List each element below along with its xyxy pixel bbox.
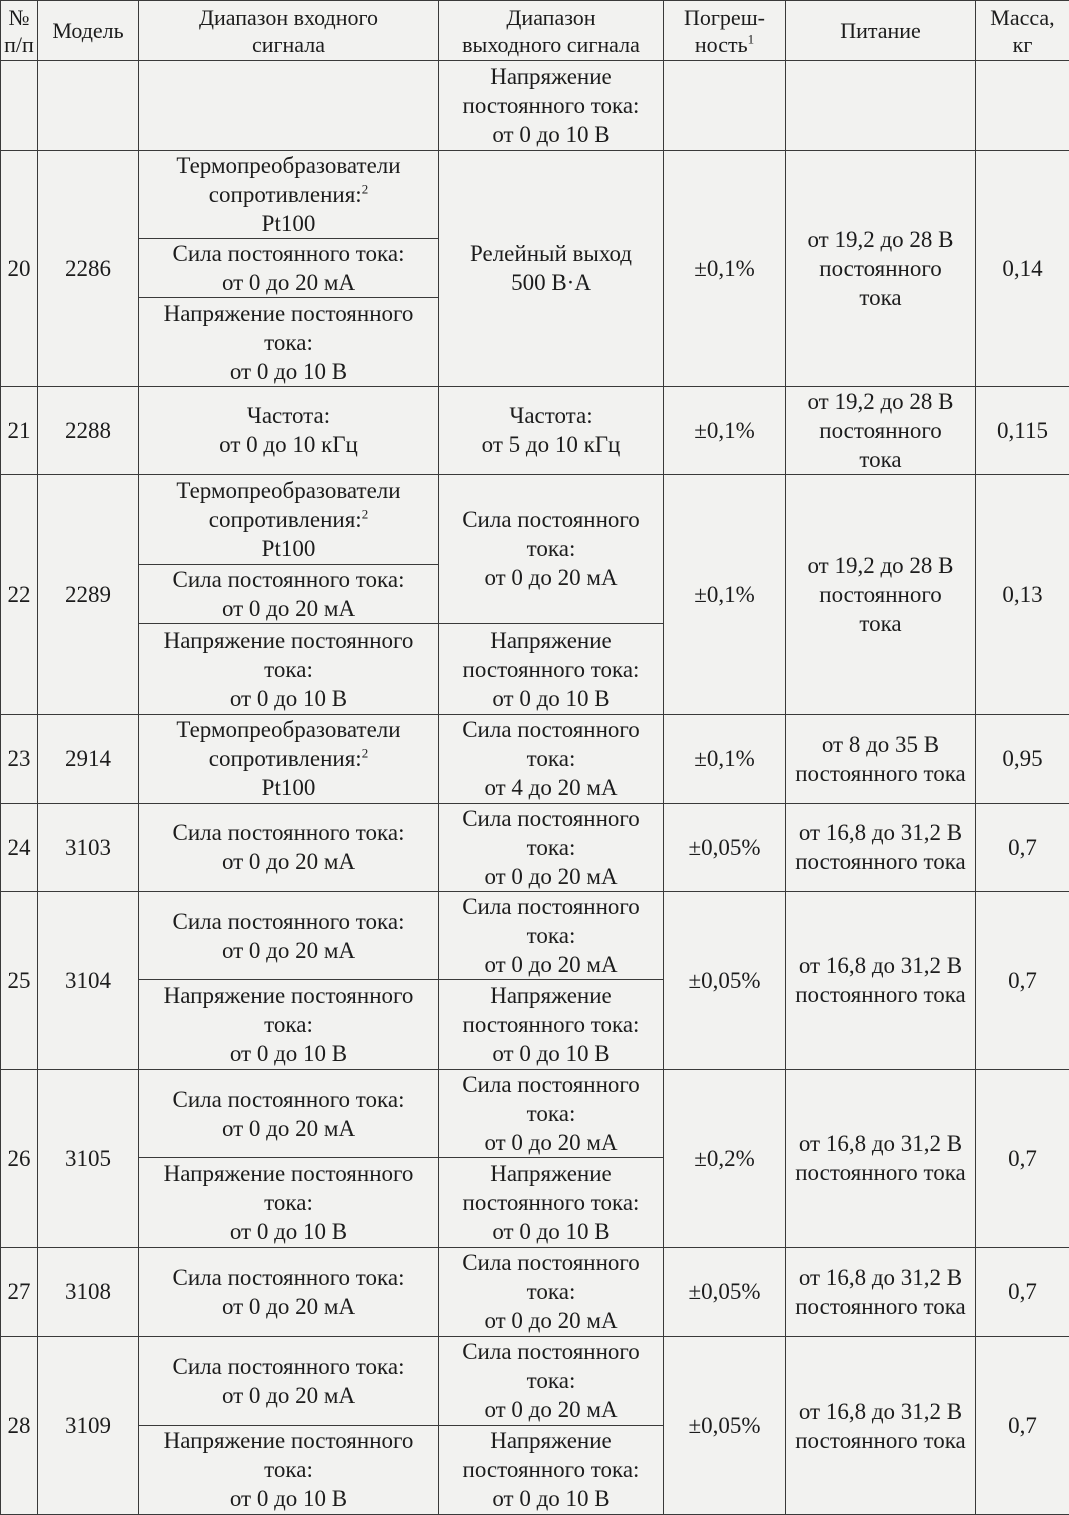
cell-error: ±0,05% [664,1337,786,1515]
cell-mass: 0,95 [976,715,1069,803]
cell-power: от 16,8 до 31,2 В постоянного тока [786,1069,976,1247]
cell-num: 26 [1,1069,38,1247]
table-row [1,61,1069,150]
cell-input: Сила постоянного тока: от 0 до 20 мА [139,803,439,891]
cell-mass: 0,13 [976,475,1069,715]
header-num: № п/п [1,1,38,61]
cell-num: 25 [1,892,38,1070]
header-input-range: Диапазон входного сигнала [139,1,439,61]
cell-mass: 0,7 [976,892,1069,1070]
footnote-marker: 2 [361,181,369,197]
cell-error: ±0,1% [664,386,786,474]
cell-output: Частота: от 5 до 10 кГц [439,386,664,474]
footnote-marker: 1 [747,31,755,47]
header-output-range: Диапазон выходного сигнала [439,1,664,61]
cell-num: 27 [1,1247,38,1336]
cell-mass: 0,7 [976,803,1069,891]
cell-power: от 19,2 до 28 В постоянного тока [786,150,976,386]
table-row [1,386,1069,474]
table-row [1,475,1069,564]
cell-power: от 16,8 до 31,2 В постоянного тока [786,892,976,1070]
cell-output: Сила постоянного тока: от 0 до 20 мА [439,1337,664,1425]
header-power: Питание [786,1,976,61]
cell-num: 22 [1,475,38,715]
cell-input: Напряжение постоянного тока: от 0 до 10 В [139,980,439,1069]
cell-output: Сила постоянного тока: от 0 до 20 мА [439,1069,664,1157]
cell-error: ±0,1% [664,715,786,803]
cell-mass: 0,7 [976,1247,1069,1336]
table-row [1,803,1069,891]
header-row [1,1,1069,61]
cell-input: Сила постоянного тока: от 0 до 20 мА [139,1069,439,1157]
header-error: Погреш- ность$^1$ [664,1,786,61]
table-row [1,150,1069,238]
cell-output: Напряжение постоянного тока: от 0 до 10 В [439,980,664,1069]
table-row [1,892,1069,980]
cell-output: Напряжение постоянного тока: от 0 до 10 В [439,61,664,150]
cell-error: ±0,2% [664,1069,786,1247]
header-model: Модель [38,1,139,61]
table-row [1,1337,1069,1425]
cell-power: от 8 до 35 В постоянного тока [786,715,976,803]
cell-power: от 16,8 до 31,2 В постоянного тока [786,1337,976,1515]
cell-input: Термопреобразователи сопротивления:$^2$ Pt100 [139,475,439,564]
cell-input: Частота: от 0 до 10 кГц [139,386,439,474]
cell-model: 2914 [38,715,139,803]
cell-model: 3105 [38,1069,139,1247]
cell-model: 3108 [38,1247,139,1336]
cell-error: ±0,05% [664,892,786,1070]
cell-input: Сила постоянного тока: от 0 до 20 мА [139,1337,439,1425]
cell-mass [976,61,1069,150]
header-mass: Масса, кг [976,1,1069,61]
cell-output: Сила постоянного тока: от 4 до 20 мА [439,715,664,803]
cell-mass: 0,115 [976,386,1069,474]
cell-model: 3104 [38,892,139,1070]
cell-mass: 0,14 [976,150,1069,386]
cell-power: от 19,2 до 28 В постоянного тока [786,386,976,474]
cell-num: 23 [1,715,38,803]
cell-model: 3103 [38,803,139,891]
cell-input: Напряжение постоянного тока: от 0 до 10 В [139,1425,439,1515]
cell-output: Напряжение постоянного тока: от 0 до 10 В [439,623,664,714]
cell-input: Сила постоянного тока: от 0 до 20 мА [139,564,439,623]
cell-error [664,61,786,150]
cell-input: Сила постоянного тока: от 0 до 20 мА [139,892,439,980]
table-row [1,1247,1069,1336]
cell-output: Напряжение постоянного тока: от 0 до 10 В [439,1425,664,1515]
cell-model [38,61,139,150]
cell-input: Напряжение постоянного тока: от 0 до 10 В [139,298,439,386]
cell-power: от 19,2 до 28 В постоянного тока [786,475,976,715]
cell-output: Сила постоянного тока: от 0 до 20 мА [439,475,664,624]
cell-error: ±0,05% [664,803,786,891]
cell-input [139,61,439,150]
cell-num: 21 [1,386,38,474]
footnote-marker: 2 [361,745,369,761]
cell-output: Сила постоянного тока: от 0 до 20 мА [439,803,664,891]
cell-input: Напряжение постоянного тока: от 0 до 10 В [139,1158,439,1247]
cell-num [1,61,38,150]
cell-power: от 16,8 до 31,2 В постоянного тока [786,1247,976,1336]
cell-model: 3109 [38,1337,139,1515]
footnote-marker: 2 [361,506,369,522]
cell-output: Напряжение постоянного тока: от 0 до 10 В [439,1158,664,1247]
cell-input: Напряжение постоянного тока: от 0 до 10 В [139,623,439,714]
cell-mass: 0,7 [976,1069,1069,1247]
table-row [1,1069,1069,1157]
cell-input: Термопреобразователи сопротивления:$^2$ Pt100 [139,715,439,803]
cell-output: Сила постоянного тока: от 0 до 20 мА [439,1247,664,1336]
cell-error: ±0,1% [664,150,786,386]
cell-model: 2288 [38,386,139,474]
cell-output: Сила постоянного тока: от 0 до 20 мА [439,892,664,980]
cell-input: Термопреобразователи сопротивления:$^2$ Pt100 [139,150,439,238]
cell-model: 2286 [38,150,139,386]
cell-output: Релейный выход 500 В·А [439,150,664,386]
table-row [1,715,1069,803]
cell-input: Сила постоянного тока: от 0 до 20 мА [139,239,439,298]
cell-num: 28 [1,1337,38,1515]
cell-model: 2289 [38,475,139,715]
cell-error: ±0,05% [664,1247,786,1336]
cell-num: 24 [1,803,38,891]
cell-error: ±0,1% [664,475,786,715]
cell-power [786,61,976,150]
cell-mass: 0,7 [976,1337,1069,1515]
cell-num: 20 [1,150,38,386]
cell-power: от 16,8 до 31,2 В постоянного тока [786,803,976,891]
cell-input: Сила постоянного тока: от 0 до 20 мА [139,1247,439,1336]
